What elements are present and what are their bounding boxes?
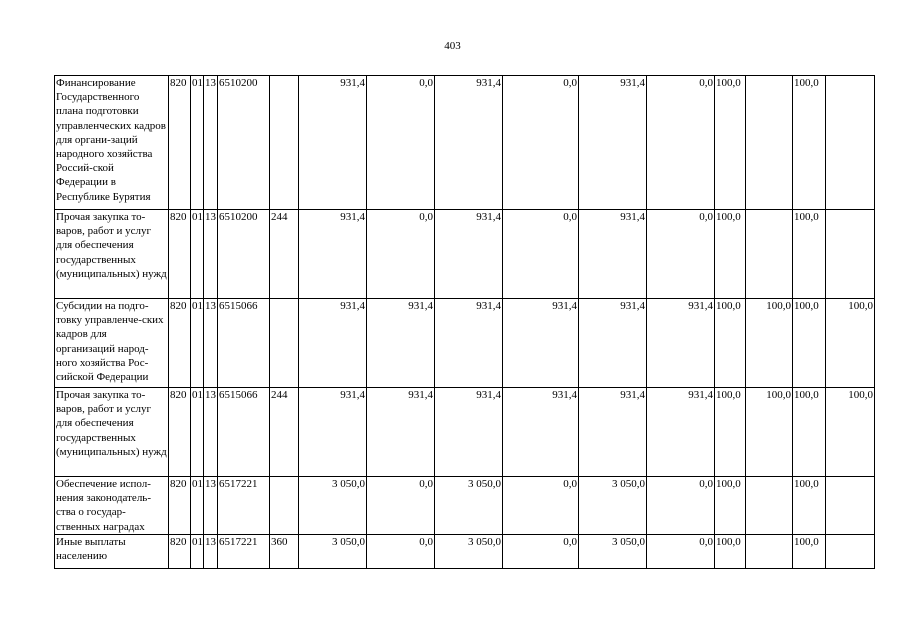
cell-percent-4: 100,0 xyxy=(826,299,875,388)
cell-subsection-code: 13 xyxy=(204,535,218,569)
cell-amount-5: 931,4 xyxy=(579,76,647,210)
cell-amount-6: 0,0 xyxy=(647,477,715,535)
cell-section-code: 01 xyxy=(191,535,204,569)
cell-amount-1: 931,4 xyxy=(299,388,367,477)
cell-amount-6: 0,0 xyxy=(647,210,715,299)
cell-ministry-code: 820 xyxy=(169,535,191,569)
cell-ministry-code: 820 xyxy=(169,299,191,388)
cell-percent-1: 100,0 xyxy=(715,477,746,535)
cell-ministry-code: 820 xyxy=(169,477,191,535)
cell-percent-4 xyxy=(826,76,875,210)
cell-amount-1: 931,4 xyxy=(299,76,367,210)
table-row xyxy=(55,477,875,535)
cell-amount-3: 931,4 xyxy=(435,210,503,299)
cell-percent-3: 100,0 xyxy=(793,210,826,299)
table-row xyxy=(55,210,875,299)
cell-percent-1: 100,0 xyxy=(715,299,746,388)
cell-section-code: 01 xyxy=(191,76,204,210)
cell-expense-type: 244 xyxy=(270,210,299,299)
cell-row-name: Прочая закупка то-варов, работ и услуг для обеспечения государственных (муниципальных) нужд xyxy=(55,210,169,299)
cell-section-code: 01 xyxy=(191,210,204,299)
cell-amount-4: 931,4 xyxy=(503,299,579,388)
cell-amount-4: 0,0 xyxy=(503,76,579,210)
cell-percent-3: 100,0 xyxy=(793,76,826,210)
cell-section-code: 01 xyxy=(191,388,204,477)
cell-amount-2: 0,0 xyxy=(367,76,435,210)
cell-target-article: 6515066 xyxy=(218,388,270,477)
cell-amount-3: 3 050,0 xyxy=(435,477,503,535)
cell-target-article: 6510200 xyxy=(218,210,270,299)
cell-amount-2: 0,0 xyxy=(367,477,435,535)
cell-target-article: 6517221 xyxy=(218,535,270,569)
cell-expense-type xyxy=(270,477,299,535)
cell-percent-3: 100,0 xyxy=(793,535,826,569)
cell-percent-4 xyxy=(826,535,875,569)
cell-amount-4: 0,0 xyxy=(503,477,579,535)
cell-percent-1: 100,0 xyxy=(715,76,746,210)
cell-amount-6: 931,4 xyxy=(647,299,715,388)
cell-amount-6: 0,0 xyxy=(647,535,715,569)
cell-percent-2 xyxy=(746,76,793,210)
cell-percent-4: 100,0 xyxy=(826,388,875,477)
cell-percent-2 xyxy=(746,210,793,299)
cell-expense-type xyxy=(270,299,299,388)
cell-expense-type xyxy=(270,76,299,210)
cell-amount-1: 3 050,0 xyxy=(299,535,367,569)
cell-amount-5: 931,4 xyxy=(579,299,647,388)
cell-expense-type: 360 xyxy=(270,535,299,569)
table-row xyxy=(55,388,875,477)
cell-amount-5: 3 050,0 xyxy=(579,535,647,569)
cell-amount-5: 3 050,0 xyxy=(579,477,647,535)
cell-amount-5: 931,4 xyxy=(579,210,647,299)
cell-percent-3: 100,0 xyxy=(793,299,826,388)
cell-percent-4 xyxy=(826,477,875,535)
cell-percent-3: 100,0 xyxy=(793,477,826,535)
cell-row-name: Иные выплаты населению xyxy=(55,535,169,569)
cell-amount-3: 931,4 xyxy=(435,388,503,477)
cell-percent-2: 100,0 xyxy=(746,299,793,388)
budget-table xyxy=(54,75,875,569)
cell-section-code: 01 xyxy=(191,299,204,388)
cell-percent-1: 100,0 xyxy=(715,535,746,569)
cell-amount-3: 3 050,0 xyxy=(435,535,503,569)
page-number: 403 xyxy=(444,40,461,52)
cell-ministry-code: 820 xyxy=(169,76,191,210)
cell-section-code: 01 xyxy=(191,477,204,535)
cell-percent-3: 100,0 xyxy=(793,388,826,477)
cell-amount-4: 0,0 xyxy=(503,210,579,299)
cell-subsection-code: 13 xyxy=(204,477,218,535)
cell-target-article: 6510200 xyxy=(218,76,270,210)
cell-target-article: 6515066 xyxy=(218,299,270,388)
cell-amount-2: 0,0 xyxy=(367,535,435,569)
cell-amount-2: 931,4 xyxy=(367,388,435,477)
table-row xyxy=(55,76,875,210)
cell-row-name: Финансирование Государственного плана подготовки управленческих кадров для органи-заций народного хозяйства Россий-ской Федерации в Республике Бурятия xyxy=(55,76,169,210)
cell-amount-3: 931,4 xyxy=(435,76,503,210)
table-body xyxy=(55,76,875,569)
cell-percent-2 xyxy=(746,535,793,569)
cell-amount-6: 931,4 xyxy=(647,388,715,477)
cell-subsection-code: 13 xyxy=(204,76,218,210)
cell-row-name: Прочая закупка то-варов, работ и услуг для обеспечения государственных (муниципальных) нужд xyxy=(55,388,169,477)
cell-amount-4: 0,0 xyxy=(503,535,579,569)
cell-amount-4: 931,4 xyxy=(503,388,579,477)
cell-subsection-code: 13 xyxy=(204,210,218,299)
cell-amount-3: 931,4 xyxy=(435,299,503,388)
cell-expense-type: 244 xyxy=(270,388,299,477)
cell-amount-1: 931,4 xyxy=(299,210,367,299)
cell-subsection-code: 13 xyxy=(204,299,218,388)
cell-amount-2: 0,0 xyxy=(367,210,435,299)
cell-amount-6: 0,0 xyxy=(647,76,715,210)
cell-ministry-code: 820 xyxy=(169,388,191,477)
table-row xyxy=(55,535,875,569)
cell-subsection-code: 13 xyxy=(204,388,218,477)
cell-amount-2: 931,4 xyxy=(367,299,435,388)
cell-percent-1: 100,0 xyxy=(715,388,746,477)
cell-amount-5: 931,4 xyxy=(579,388,647,477)
cell-row-name: Обеспечение испол-нения законодатель-ства о государ-ственных наградах xyxy=(55,477,169,535)
cell-amount-1: 931,4 xyxy=(299,299,367,388)
cell-percent-1: 100,0 xyxy=(715,210,746,299)
cell-percent-2 xyxy=(746,477,793,535)
cell-target-article: 6517221 xyxy=(218,477,270,535)
cell-percent-4 xyxy=(826,210,875,299)
table-row xyxy=(55,299,875,388)
cell-row-name: Субсидии на подго-товку управленче-ских кадров для организаций народ-ного хозяйства Рос-сийской Федерации xyxy=(55,299,169,388)
cell-percent-2: 100,0 xyxy=(746,388,793,477)
cell-ministry-code: 820 xyxy=(169,210,191,299)
cell-amount-1: 3 050,0 xyxy=(299,477,367,535)
